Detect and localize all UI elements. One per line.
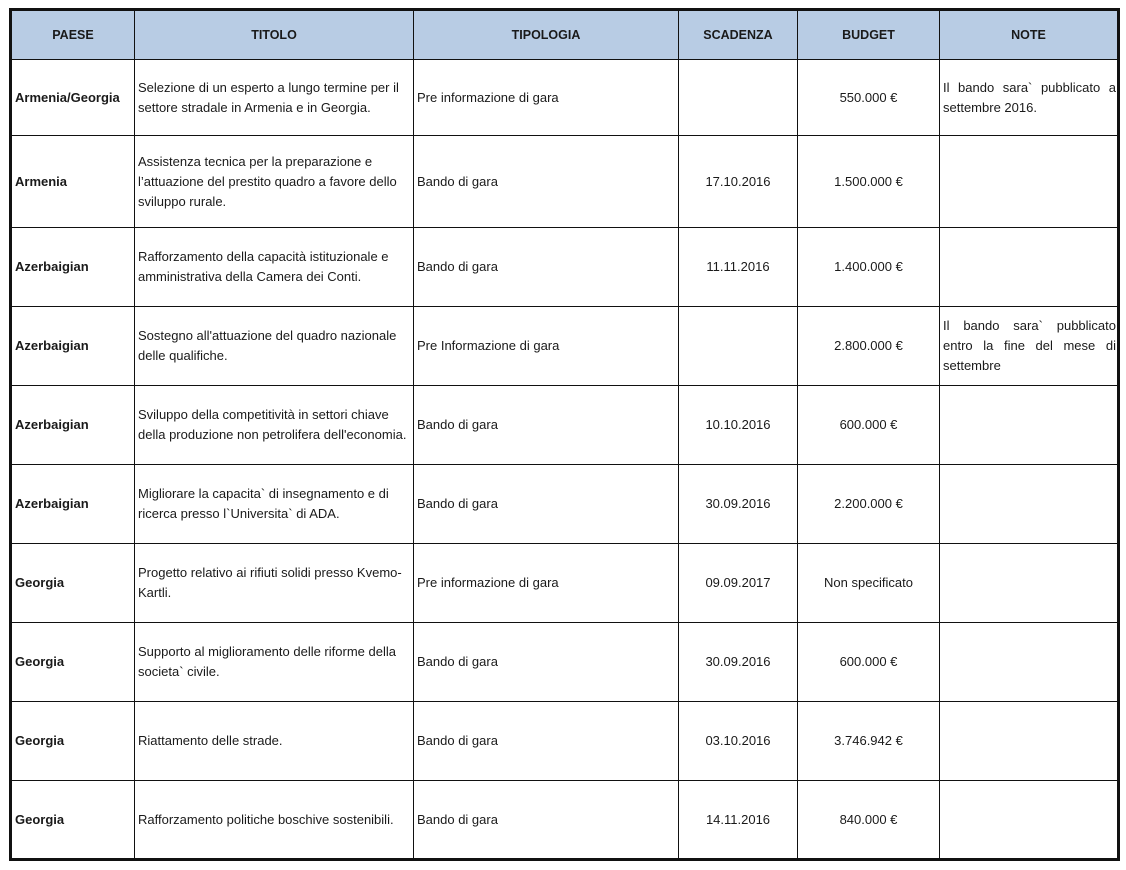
cell-budget: 1.400.000 € [798, 228, 940, 307]
cell-titolo: Sviluppo della competitività in settori chiave della produzione non petrolifera dell'economia. [135, 386, 414, 465]
cell-note [940, 465, 1119, 544]
cell-budget: Non specificato [798, 544, 940, 623]
table-row [11, 465, 1119, 544]
cell-note [940, 228, 1119, 307]
cell-titolo: Sostegno all'attuazione del quadro nazionale delle qualifiche. [135, 307, 414, 386]
cell-paese: Azerbaigian [11, 228, 135, 307]
header-paese: PAESE [11, 10, 135, 60]
cell-note [940, 702, 1119, 781]
header-row [11, 10, 1119, 60]
cell-tipologia: Bando di gara [414, 623, 679, 702]
cell-tipologia: Bando di gara [414, 386, 679, 465]
cell-budget: 600.000 € [798, 623, 940, 702]
table-row [11, 702, 1119, 781]
cell-tipologia: Pre informazione di gara [414, 544, 679, 623]
cell-scadenza: 30.09.2016 [679, 465, 798, 544]
cell-scadenza: 17.10.2016 [679, 136, 798, 228]
cell-note [940, 136, 1119, 228]
table-row [11, 60, 1119, 136]
cell-note [940, 386, 1119, 465]
cell-paese: Azerbaigian [11, 307, 135, 386]
cell-note [940, 781, 1119, 860]
cell-tipologia: Bando di gara [414, 228, 679, 307]
cell-budget: 550.000 € [798, 60, 940, 136]
cell-tipologia: Bando di gara [414, 136, 679, 228]
cell-paese: Azerbaigian [11, 386, 135, 465]
header-note: NOTE [940, 10, 1119, 60]
table-row [11, 781, 1119, 860]
cell-paese: Azerbaigian [11, 465, 135, 544]
table-row [11, 136, 1119, 228]
cell-budget: 1.500.000 € [798, 136, 940, 228]
cell-budget: 2.200.000 € [798, 465, 940, 544]
cell-titolo: Progetto relativo ai rifiuti solidi presso Kvemo-Kartli. [135, 544, 414, 623]
cell-tipologia: Bando di gara [414, 702, 679, 781]
cell-note: Il bando sara` pubblicato entro la fine del mese di settembre [940, 307, 1119, 386]
header-budget: BUDGET [798, 10, 940, 60]
header-scadenza: SCADENZA [679, 10, 798, 60]
table-row [11, 307, 1119, 386]
cell-scadenza: 03.10.2016 [679, 702, 798, 781]
cell-note: Il bando sara` pubblicato a settembre 2016. [940, 60, 1119, 136]
cell-titolo: Selezione di un esperto a lungo termine per il settore stradale in Armenia e in Georgia. [135, 60, 414, 136]
cell-scadenza [679, 307, 798, 386]
cell-paese: Georgia [11, 781, 135, 860]
table-row [11, 228, 1119, 307]
cell-scadenza: 14.11.2016 [679, 781, 798, 860]
table-row [11, 386, 1119, 465]
header-tipologia: TIPOLOGIA [414, 10, 679, 60]
table-row [11, 623, 1119, 702]
cell-titolo: Rafforzamento della capacità istituzionale e amministrativa della Camera dei Conti. [135, 228, 414, 307]
cell-scadenza [679, 60, 798, 136]
cell-scadenza: 09.09.2017 [679, 544, 798, 623]
cell-scadenza: 10.10.2016 [679, 386, 798, 465]
cell-titolo: Migliorare la capacita` di insegnamento e di ricerca presso l`Universita` di ADA. [135, 465, 414, 544]
cell-tipologia: Bando di gara [414, 465, 679, 544]
cell-budget: 840.000 € [798, 781, 940, 860]
cell-paese: Georgia [11, 544, 135, 623]
table-row [11, 544, 1119, 623]
cell-scadenza: 11.11.2016 [679, 228, 798, 307]
cell-scadenza: 30.09.2016 [679, 623, 798, 702]
cell-budget: 3.746.942 € [798, 702, 940, 781]
cell-budget: 600.000 € [798, 386, 940, 465]
cell-paese: Georgia [11, 623, 135, 702]
cell-paese: Georgia [11, 702, 135, 781]
cell-tipologia: Bando di gara [414, 781, 679, 860]
cell-paese: Armenia [11, 136, 135, 228]
cell-titolo: Rafforzamento politiche boschive sostenibili. [135, 781, 414, 860]
cell-titolo: Assistenza tecnica per la preparazione e l’attuazione del prestito quadro a favore dello sviluppo rurale. [135, 136, 414, 228]
cell-budget: 2.800.000 € [798, 307, 940, 386]
cell-titolo: Supporto al miglioramento delle riforme della societa` civile. [135, 623, 414, 702]
cell-note [940, 544, 1119, 623]
cell-tipologia: Pre Informazione di gara [414, 307, 679, 386]
cell-paese: Armenia/Georgia [11, 60, 135, 136]
cell-tipologia: Pre informazione di gara [414, 60, 679, 136]
cell-titolo: Riattamento delle strade. [135, 702, 414, 781]
cell-note [940, 623, 1119, 702]
tenders-table [9, 8, 1120, 861]
header-titolo: TITOLO [135, 10, 414, 60]
